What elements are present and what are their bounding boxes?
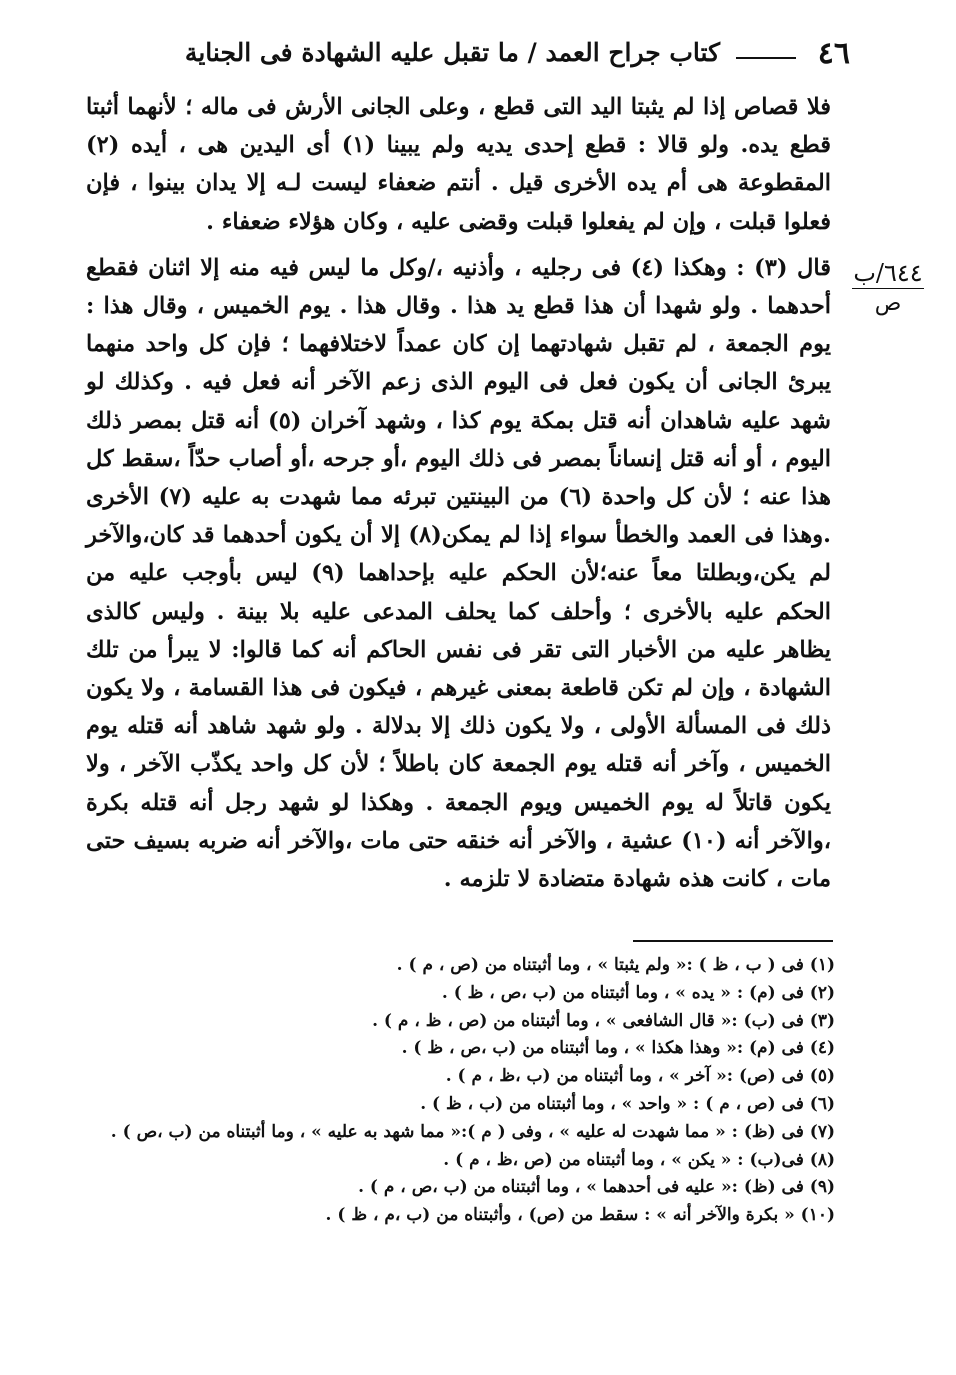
footnotes	[110, 952, 835, 1230]
footnote: (٨) فى(ب) : « يكن » ، وما أثبتناه من (ص ،ظ ، م ) .	[443, 1149, 835, 1170]
main-text	[86, 88, 831, 898]
footnote-separator	[633, 940, 833, 942]
footnote: (٢) فى (م) : « يده » ، وما أثبتناه من (ب ،ص ، ظ ) .	[441, 982, 835, 1003]
paragraph: فلا قصاص إذا لم يثبتا اليد التى قطع ، وعلى الجانى الأرش فى ماله ؛ لأنهما أثبتا قطع يده. ولو قالا : قطع إحدى يديه ولم يبينا (١) أى اليدين هى ، أيده (٢) المقطوعة هى أم يده الأخرى قيل . أنتم ضعفاء ليست لـه إلا يدان بينوا ، فإن فعلوا قبلت ، وإن لم يفعلوا قبلت وقضى عليه ، وكان هؤلاء ضعفاء .	[86, 94, 831, 235]
page-number: ٤٦	[817, 36, 850, 71]
footnote: (٣) فى (ب) :« قال الشافعى » ، وما أثبتناه من (ص ، ظ ، م ) .	[372, 1010, 835, 1031]
footnote: (٧) فى (ظ) : « مما شهدت له عليه » ، وفى ( م ):« مما شهد به عليه » ، وما أثبتناه من (ب ،ص ) .	[110, 1121, 835, 1142]
footnote: (٤) فى (م) :« وهذا هكذا » ، وما أثبتناه من (ب ،ص ، ظ ) .	[401, 1038, 835, 1059]
footnote: (١٠) « بكرة والآخر أنه » : سقط من (ص) ، وأثبتناه من (ب ،م ، ظ ) .	[325, 1205, 835, 1226]
header-rule	[736, 57, 796, 59]
footnote: (١) فى ( ب ، ظ ) :« ولم يثبتا » ، وما أثبتناه من (ص ، م ) .	[396, 955, 835, 975]
footnote: (٥) فى (ص) :« آخر » ، وما أثبتناه من (ب ،ظ ، م ) .	[445, 1066, 835, 1087]
footnote: (٦) فى (ص ، م ) : « واحد » ، وما أثبتناه من (ب ، ظ ) .	[420, 1093, 835, 1114]
page-header	[70, 30, 850, 78]
running-head: كتاب جراح العمد / ما تقبل عليه الشهادة فى الجناية	[184, 38, 720, 67]
folio-marker: ٦٤٤/ب	[853, 259, 923, 287]
paragraph: قال (٣) : وهكذا (٤) فى رجليه ، وأذنيه ،/وكل ما ليس فيه منه إلا اثنان فقطع أحدهما . ولو شهدا أن هذا قطع يد هذا . وقال هذا . يوم الخميس ، وقال هذا : يوم الجمعة ، لم تقبل شهادتهما إن كان عمداً لاختلافهما ؛ فإن كل واحد منهما يبرئ الجانى أن يكون فعل فى اليوم الذى زعم الآخر أنه فعل فيه . وكذلك لو شهد عليه شاهدان أنه قتل بمكة يوم كذا ، وشهد آخران (٥) أنه قتل بمصر ذلك اليوم ، أو أنه قتل إنساناً بمصر فى ذلك اليوم ،أو جرحه ،أو أصاب حدّاً ،سقط كل هذا عنه ؛ لأن كل واحدة (٦) من البينتين تبرئه مما شهدت به عليه (٧) الأخرى .وهذا فى العمد والخطأ سواء إذا لم يمكن(٨) إلا أن يكون أحدهما قد كان،والآخر لم يكن،وبطلتا معاً عنه؛لأن الحكم عليه بإحداهما (٩) ليس بأوجب عليه من الحكم عليه بالأخرى ؛ وأحلف كما يحلف المدعى عليه بلا بينة . وليس كالذى يظاهر عليه من الأخبار التى تقر فى نفس الحاكم أنه كما قالوا: لا يبرأ من تلك الشهادة ، وإن لم تكن قاطعة بمعنى غيرهم ، فيكون فى هذا القسامة ، ولا يكون ذلك فى المسألة الأولى ، ولا يكون ذلك إلا بدلالة . ولو شهد شاهد أنه قتله يوم الخميس ، وآخر أنه قتله يوم الجمعة كان باطلاً ؛ لأن كل واحد يكذّب الآخر ، ولا يكون قاتلاً له يوم الخميس ويوم الجمعة . وهكذا لو شهد رجل أنه قتله بكرة ،والآخر أنه (١٠) عشية ، والآخر أنه خنقه حتى مات ،والآخر أنه ضربه بسيف حتى مات ، كانت هذه شهادة متضادة لا تلزمه .	[86, 254, 832, 893]
manuscript-siglum: ص	[874, 291, 902, 316]
footnote: (٩) فى (ظ) :« عليه فى أحدهما » ، وما أثبتناه من (ب ،ص ، م ) .	[358, 1177, 835, 1198]
margin-note	[848, 258, 928, 319]
